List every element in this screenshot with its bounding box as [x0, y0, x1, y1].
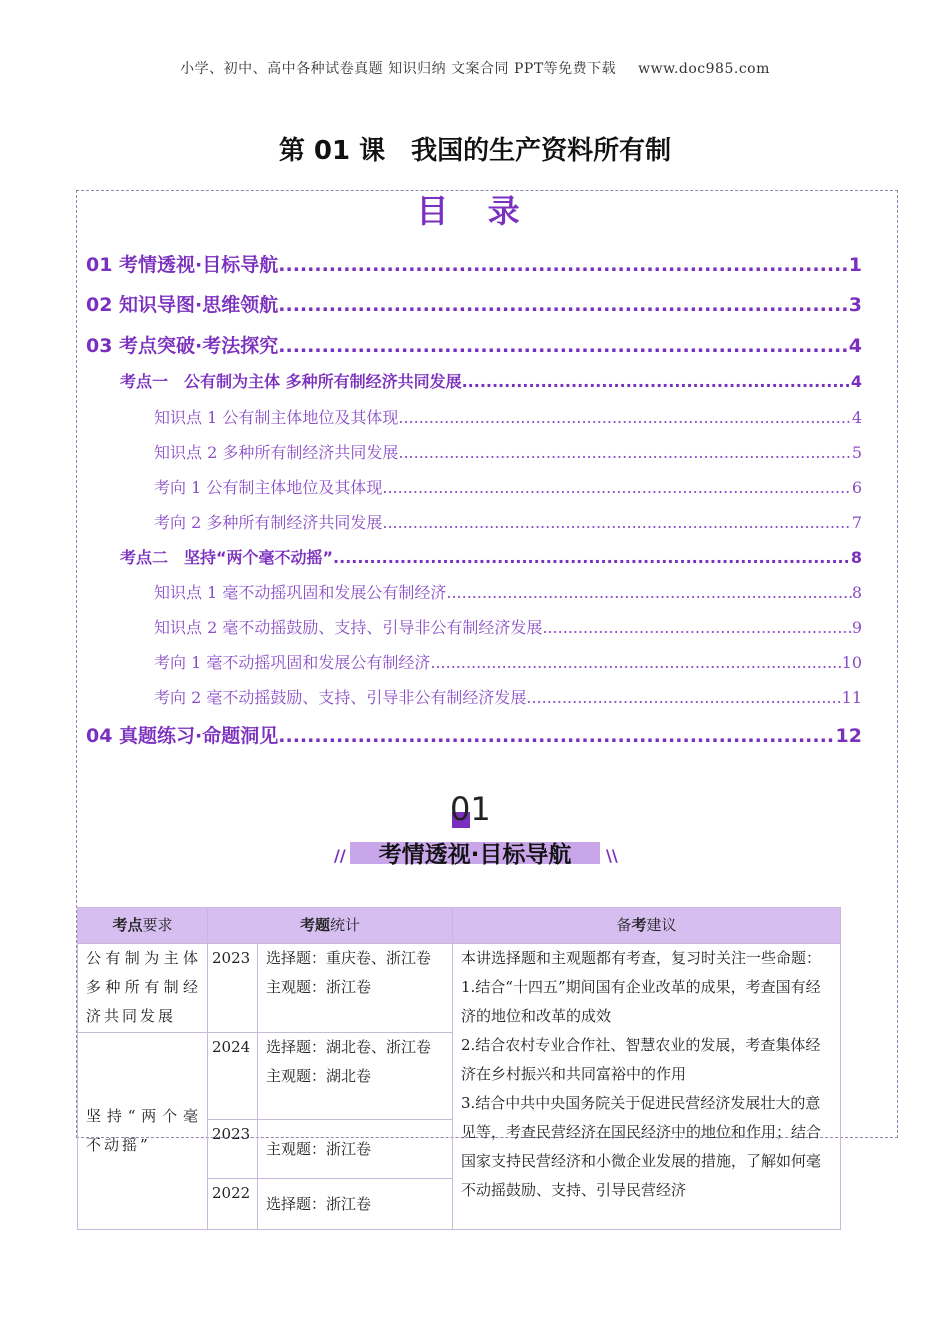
header-statistics: 考题统计 [208, 908, 453, 944]
header-text: 小学、初中、高中各种试卷真题 知识归纳 文案合同 PPT等免费下载 [180, 61, 617, 77]
toc-leader [526, 688, 841, 707]
toc-entry[interactable]: 知识点 1 毫不动摇巩固和发展公有制经济 ..... 8 [154, 580, 862, 603]
year-cell: 2024 [208, 1033, 258, 1120]
toc-leader [278, 725, 835, 747]
toc-leader [278, 254, 848, 276]
table-row [78, 944, 841, 1033]
toc-entry[interactable]: 知识点 1 公有制主体地位及其体现 ..... 4 [154, 405, 862, 428]
toc-leader [333, 548, 851, 567]
toc-entry[interactable]: 考向 2 多种所有制经济共同发展 ..... 7 [154, 510, 862, 533]
left-slash-decoration: // [334, 846, 346, 865]
toc-heading: 目 录 [416, 192, 534, 230]
toc-entry[interactable]: 考点二 坚持“两个毫不动摇” ..... 8 [120, 545, 862, 568]
toc-entry[interactable]: 知识点 2 多种所有制经济共同发展 ..... 5 [154, 440, 862, 463]
topic-cell: 坚持“两个毫不动摇” [78, 1033, 208, 1230]
header-advice: 备考建议 [453, 908, 841, 944]
toc-leader [446, 583, 851, 602]
toc-entry[interactable]: 02 知识导图·思维领航 ..... 3 [86, 290, 862, 317]
table-header-row [78, 908, 841, 944]
toc-leader [382, 478, 851, 497]
toc-leader [278, 335, 848, 357]
toc-leader [382, 513, 851, 532]
toc-leader [398, 408, 851, 427]
section-title: 考情透视·目标导航 [378, 842, 572, 868]
toc-leader [462, 372, 851, 391]
document-title: 第 01 课 我国的生产资料所有制 [278, 136, 672, 166]
toc-entry[interactable]: 01 考情透视·目标导航 ..... 1 [86, 250, 862, 277]
stats-cell: 主观题：浙江卷 [258, 1120, 453, 1179]
toc-entry[interactable]: 考向 2 毫不动摇鼓励、支持、引导非公有制经济发展 ..... 11 [154, 685, 862, 708]
toc-entry[interactable]: 考点一 公有制为主体 多种所有制经济共同发展 ..... 4 [120, 369, 862, 392]
header-requirement: 考点要求 [78, 908, 208, 944]
header-url[interactable]: www.doc985.com [638, 61, 770, 77]
toc-leader [278, 294, 848, 316]
stats-cell: 选择题：重庆卷、浙江卷 主观题：浙江卷 [258, 944, 453, 1033]
toc-entry[interactable]: 03 考点突破·考法探究 ..... 4 [86, 331, 862, 358]
advice-cell: 本讲选择题和主观题都有考查，复习时关注一些命题： 1.结合“十四五”期间国有企业改革的成果，考查国有经济的地位和改革的成效 2.结合农村专业合作社、智慧农业的发展，考查集体经济在乡村振兴和共同富裕中的作用 3.结合中共中央国务院关于促进民营经济发展壮大的意见等，考查民营经济在国民经济中的地位和作用；结合国家支持民营经济和小微企业发展的措施，了解如何毫不动摇鼓励、支持、引导民营经济 [453, 944, 841, 1230]
toc-leader [542, 618, 851, 637]
year-cell: 2023 [208, 944, 258, 1033]
topic-cell: 公有制为主体 多种所有制经济共同发展 [78, 944, 208, 1033]
right-slash-decoration: \\ [606, 846, 618, 865]
year-cell: 2023 [208, 1120, 258, 1179]
page-header [0, 58, 950, 78]
toc-entry[interactable]: 04 真题练习·命题洞见 ..... 12 [86, 721, 862, 748]
toc-entry[interactable]: 考向 1 公有制主体地位及其体现 ..... 6 [154, 475, 862, 498]
stats-cell: 选择题：湖北卷、浙江卷 主观题：湖北卷 [258, 1033, 453, 1120]
toc-entry[interactable]: 知识点 2 毫不动摇鼓励、支持、引导非公有制经济发展 ..... 9 [154, 615, 862, 638]
toc-leader [398, 443, 851, 462]
toc-entry[interactable]: 考向 1 毫不动摇巩固和发展公有制经济 ..... 10 [154, 650, 862, 673]
stats-cell: 选择题：浙江卷 [258, 1179, 453, 1230]
year-cell: 2022 [208, 1179, 258, 1230]
section-number: 01 [450, 790, 491, 828]
toc-leader [430, 653, 841, 672]
exam-analysis-table [77, 907, 841, 1230]
